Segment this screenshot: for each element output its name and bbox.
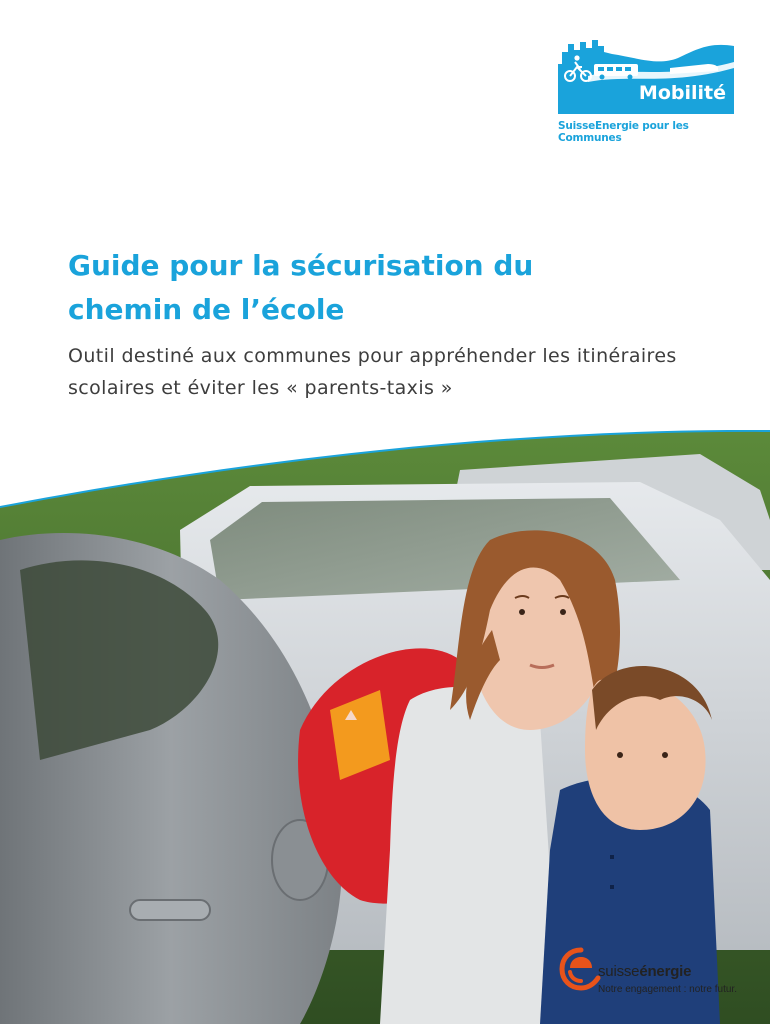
suisse-energie-name-regular: suisse	[598, 963, 640, 980]
document-subtitle-line-2: scolaires et éviter les « parents-taxis »	[68, 377, 453, 399]
children-cars-illustration	[0, 430, 770, 1024]
document-title-line-1: Guide pour la sécurisation du	[68, 249, 534, 282]
cover-photo	[0, 430, 770, 1024]
document-subtitle-line-1: Outil destiné aux communes pour appréhender les itinéraires	[68, 345, 677, 367]
suisse-energie-name	[598, 963, 691, 980]
mobilite-logo-subtitle: SuisseEnergie pour les Communes	[558, 120, 689, 144]
suisse-energie-tagline: Notre engagement : notre futur.	[598, 984, 737, 995]
suisse-energie-name-bold: énergie	[639, 963, 692, 980]
mobilite-logo-title: Mobilité	[638, 82, 726, 104]
document-title-line-2: chemin de l’école	[68, 293, 345, 326]
document-title	[68, 244, 708, 332]
mobilite-logo	[558, 36, 738, 146]
document-subtitle	[68, 340, 758, 404]
suisse-energie-logo	[558, 942, 758, 1008]
